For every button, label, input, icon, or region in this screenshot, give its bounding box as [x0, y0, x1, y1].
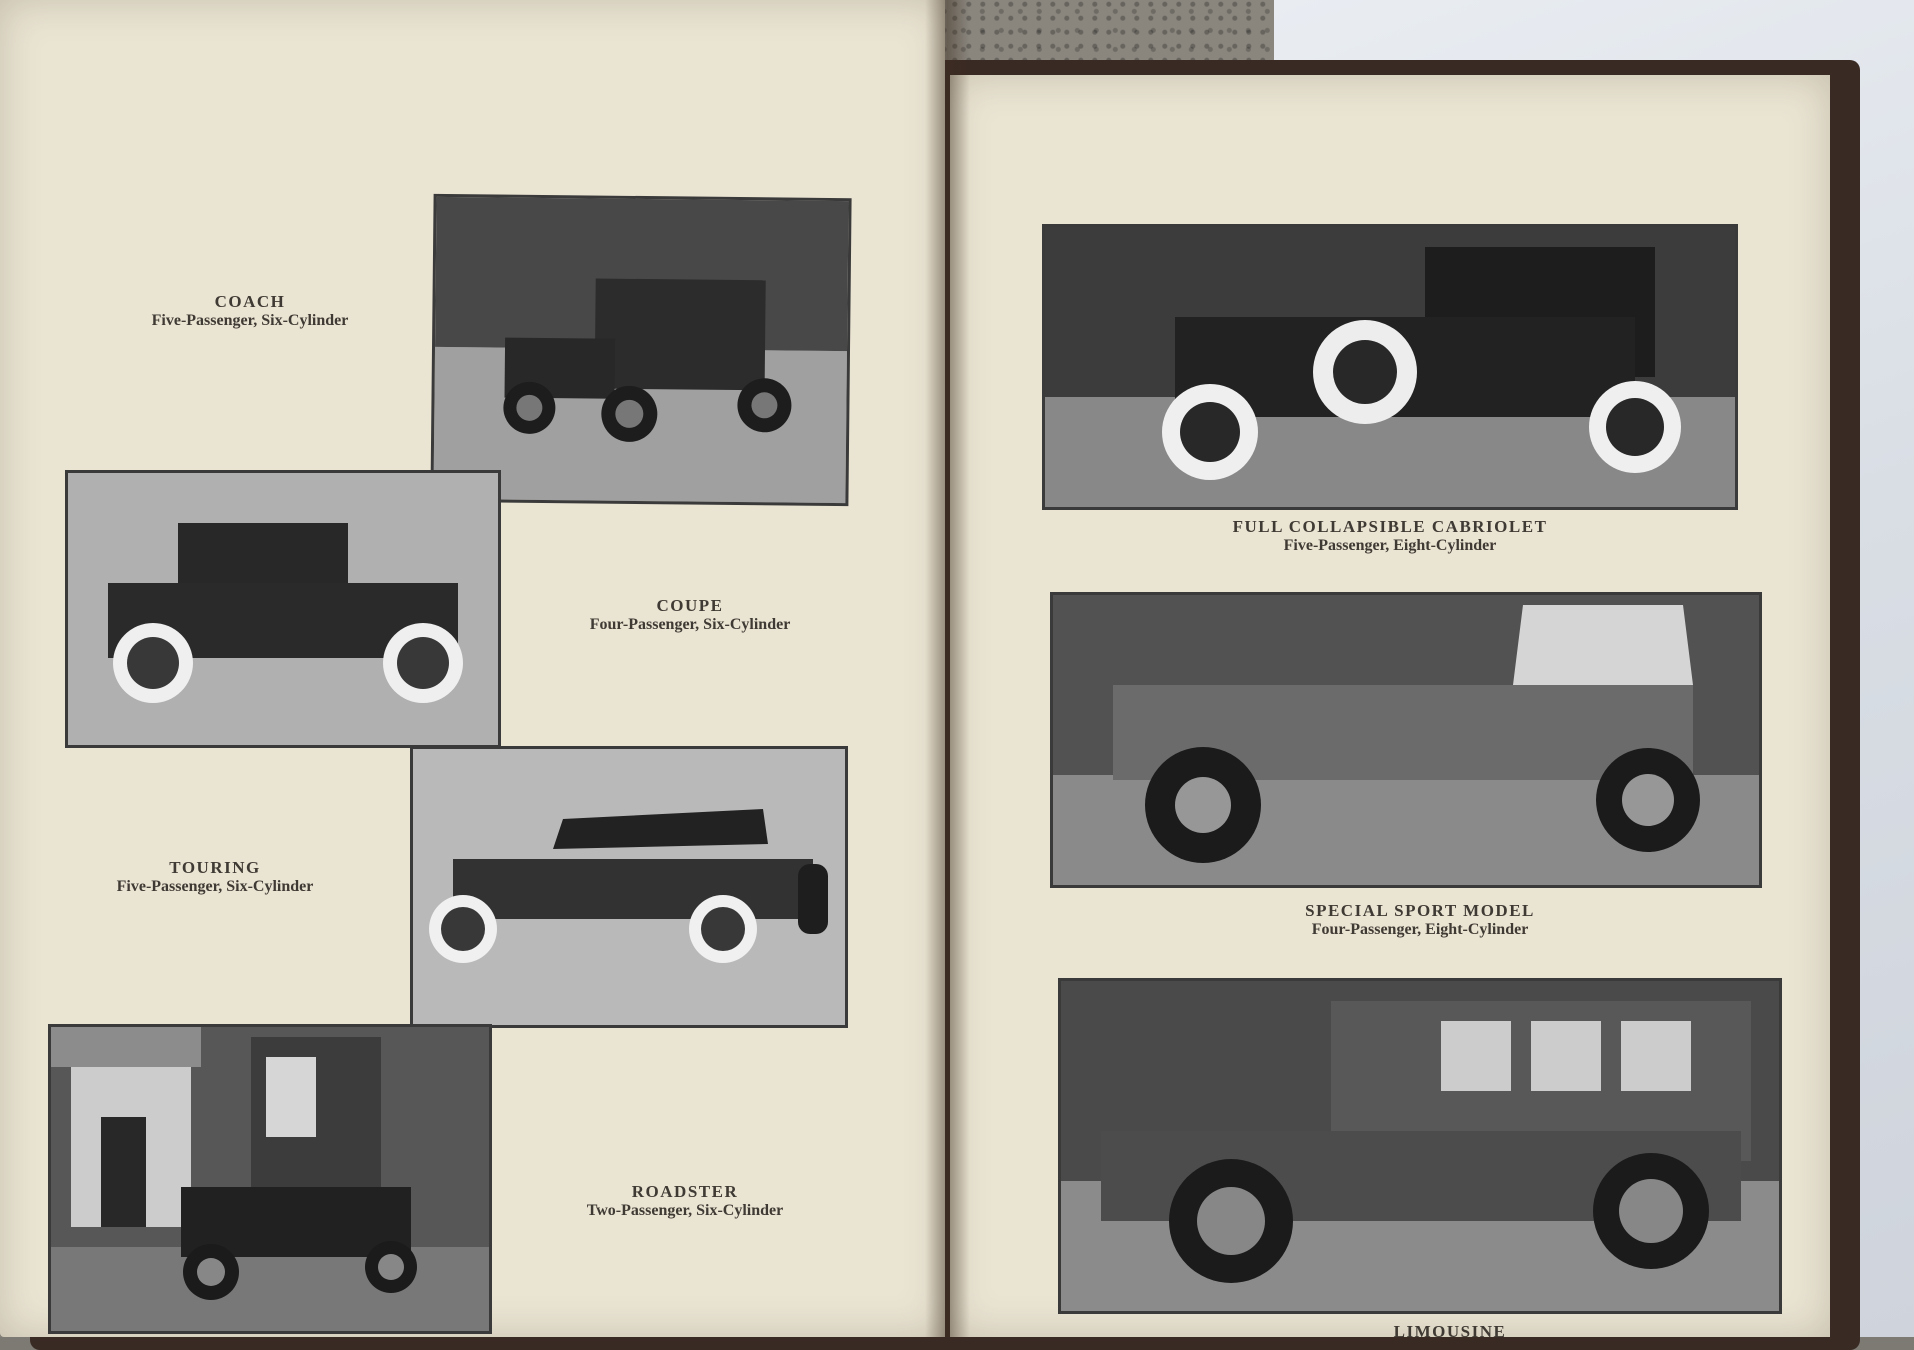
photo-full-collapsible-cabriolet: [1042, 224, 1738, 510]
caption-full-collapsible-cabriolet: [1150, 517, 1630, 555]
caption-title: COACH: [214, 292, 286, 311]
caption-title: TOURING: [169, 858, 261, 877]
caption-spec: Five-Passenger, Six-Cylinder: [116, 877, 314, 895]
caption-limousine: [1280, 1322, 1620, 1342]
photo-coach: [430, 194, 851, 506]
caption-coach: [85, 292, 415, 330]
photo-coupe: [65, 470, 501, 748]
caption-spec: Five-Passenger, Six-Cylinder: [151, 311, 349, 329]
caption-touring: [55, 858, 375, 896]
left-page: [0, 0, 945, 1337]
caption-title: ROADSTER: [631, 1182, 739, 1201]
caption-title: SPECIAL SPORT MODEL: [1305, 901, 1535, 920]
photo-limousine: [1058, 978, 1782, 1314]
caption-spec: Five-Passenger, Eight-Cylinder: [1283, 536, 1497, 554]
book-gutter: [925, 0, 970, 1337]
caption-special-sport-model: [1180, 901, 1660, 939]
photo-roadster: [48, 1024, 492, 1334]
caption-roadster: [515, 1182, 855, 1220]
photo-special-sport-model: [1050, 592, 1762, 888]
caption-spec: Four-Passenger, Six-Cylinder: [589, 615, 791, 633]
caption-spec: Four-Passenger, Eight-Cylinder: [1311, 920, 1529, 938]
caption-title: LIMOUSINE: [1393, 1322, 1507, 1341]
photo-touring: [410, 746, 848, 1028]
caption-title: COUPE: [656, 596, 724, 615]
caption-coupe: [520, 596, 860, 634]
caption-title: FULL COLLAPSIBLE CABRIOLET: [1232, 517, 1548, 536]
caption-spec: Two-Passenger, Six-Cylinder: [586, 1201, 784, 1219]
